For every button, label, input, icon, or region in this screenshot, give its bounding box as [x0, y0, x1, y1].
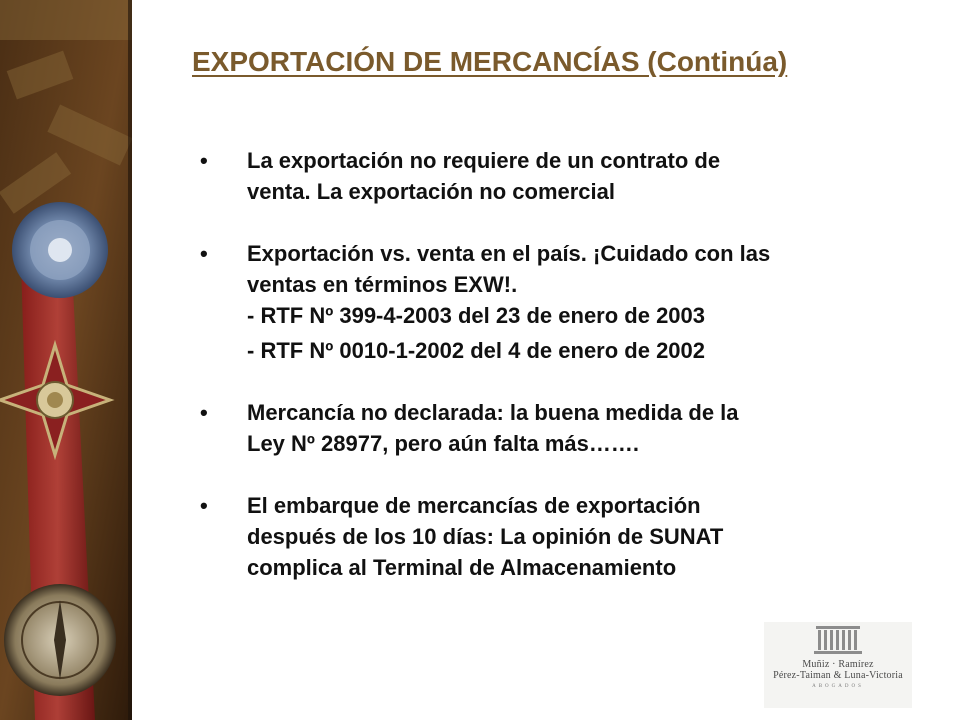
bullet-text-line: El embarque de mercancías de exportación — [247, 493, 701, 518]
bullet-item — [200, 490, 900, 583]
decorative-medal-image — [0, 0, 132, 720]
bullet-text-line: La exportación no requiere de un contrato de — [247, 148, 721, 173]
bullet-item — [200, 238, 900, 366]
logo-subtitle: ABOGADOS — [812, 684, 864, 689]
bullet-text-line: venta. La exportación no comercial — [247, 179, 616, 204]
bullet-text-line: después de los 10 días: La opinión de SUNAT — [247, 524, 724, 549]
logo-name-line2: Pérez-Taiman & Luna-Victoria — [773, 670, 903, 681]
bullet-dot: • — [200, 241, 208, 266]
bullet-item — [200, 145, 900, 207]
logo-name-line1: Muñiz · Ramírez — [802, 659, 874, 670]
bullet-text-line: Exportación vs. venta en el país. ¡Cuidado con las — [247, 241, 771, 266]
bullet-dot: • — [200, 493, 208, 518]
medal-collage-image — [0, 0, 132, 720]
slide-title: EXPORTACIÓN DE MERCANCÍAS (Continúa) — [192, 46, 788, 77]
bullet-dot: • — [200, 400, 208, 425]
bullet-text-line: complica al Terminal de Almacenamiento — [247, 555, 677, 580]
bullet-dot: • — [200, 148, 208, 173]
bullet-text-line: ventas en términos EXW!. — [247, 272, 518, 297]
bullet-text-line: - RTF Nº 0010-1-2002 del 4 de enero de 2002 — [247, 338, 706, 363]
bullet-list — [200, 145, 900, 583]
law-firm-logo — [764, 622, 912, 708]
bullet-text-line: - RTF Nº 399-4-2003 del 23 de enero de 2003 — [247, 303, 706, 328]
bullet-text-line: Ley Nº 28977, pero aún falta más……. — [247, 431, 639, 456]
bullet-item — [200, 397, 900, 459]
bullet-text-line: Mercancía no declarada: la buena medida de la — [247, 400, 739, 425]
